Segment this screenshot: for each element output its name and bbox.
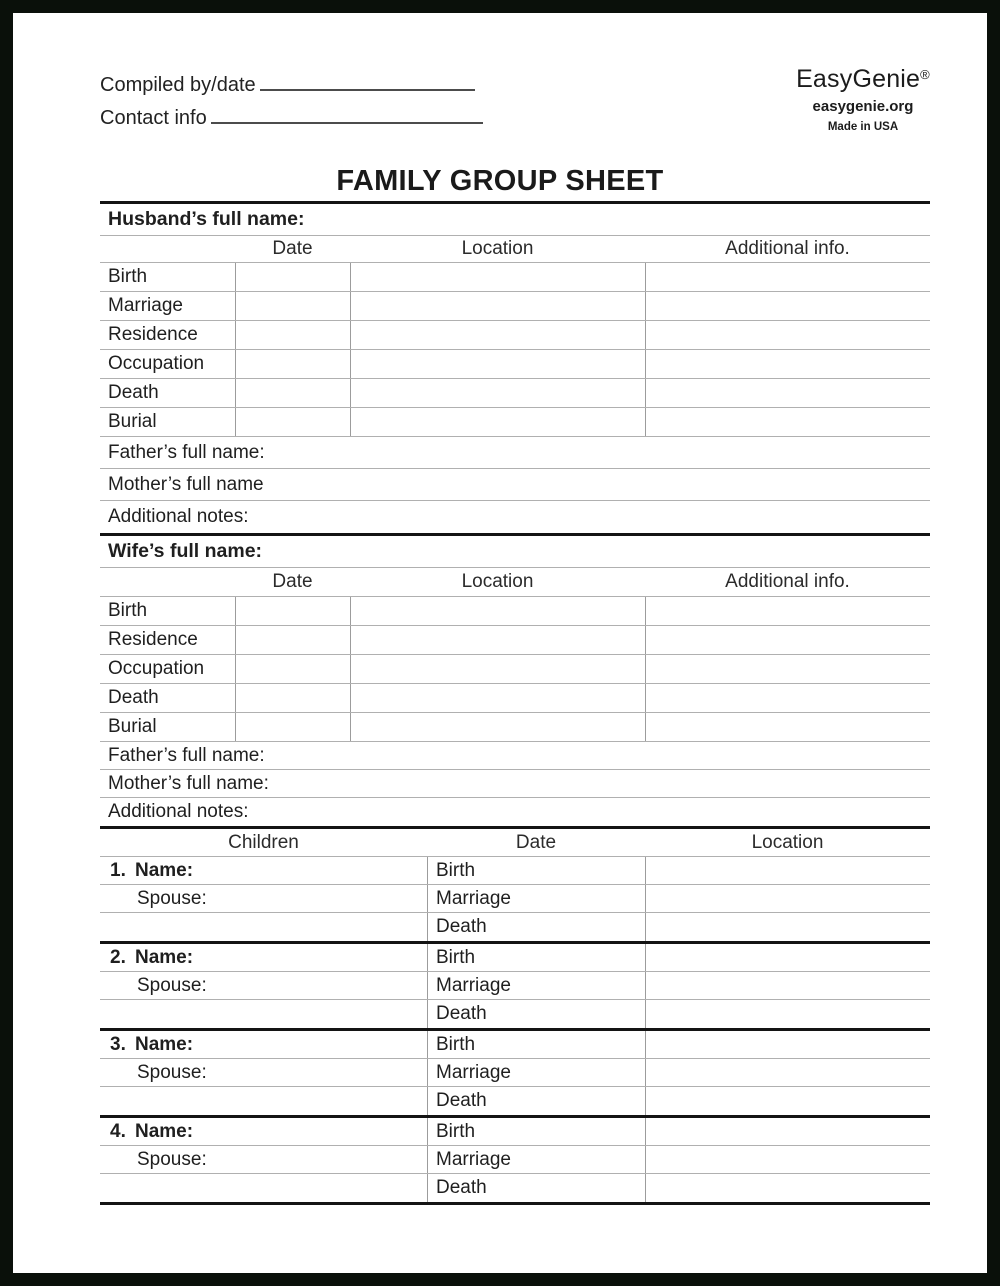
date-cell bbox=[235, 655, 350, 683]
child-3-death-row bbox=[100, 1087, 930, 1115]
location-cell bbox=[645, 972, 930, 999]
brand-name bbox=[763, 65, 963, 94]
row-label: Burial bbox=[108, 411, 157, 432]
additional-info-cell bbox=[645, 292, 930, 320]
additional-notes-label: Additional notes: bbox=[108, 801, 249, 822]
children-column-header-row bbox=[100, 829, 930, 857]
child-1-name-row bbox=[100, 857, 930, 885]
location-cell bbox=[350, 350, 645, 378]
child-2-spouse-row bbox=[100, 972, 930, 1000]
child-name-cell bbox=[100, 857, 427, 884]
location-cell bbox=[350, 597, 645, 625]
row-label: Residence bbox=[108, 324, 198, 345]
husband-column-header-row bbox=[100, 236, 930, 263]
child-2-death-row bbox=[100, 1000, 930, 1028]
location-cell bbox=[350, 684, 645, 712]
location-column-header: Location bbox=[461, 571, 534, 592]
date-column-header: Date bbox=[272, 238, 313, 259]
wife-death-row bbox=[100, 684, 930, 713]
row-label: Death bbox=[108, 382, 159, 403]
husband-death-row bbox=[100, 379, 930, 408]
husband-name-label: Husband’s full name: bbox=[108, 208, 305, 230]
death-label: Death bbox=[427, 1087, 645, 1115]
row-label: Occupation bbox=[108, 658, 205, 679]
marriage-label: Marriage bbox=[427, 972, 645, 999]
marriage-label: Marriage bbox=[427, 885, 645, 912]
empty-cell bbox=[100, 1174, 427, 1202]
wife-residence-row bbox=[100, 626, 930, 655]
location-cell bbox=[350, 713, 645, 741]
page-title: FAMILY GROUP SHEET bbox=[336, 165, 664, 197]
wife-occupation-row bbox=[100, 655, 930, 684]
location-cell bbox=[645, 913, 930, 941]
additional-info-cell bbox=[645, 321, 930, 349]
location-cell bbox=[645, 1118, 930, 1145]
child-4-spouse-row bbox=[100, 1146, 930, 1174]
additional-info-cell bbox=[645, 655, 930, 683]
row-label: Death bbox=[108, 687, 159, 708]
registered-mark: ® bbox=[920, 67, 930, 82]
child-2-name-row bbox=[100, 944, 930, 972]
date-cell bbox=[235, 408, 350, 436]
husband-name-row bbox=[100, 204, 930, 236]
child-number: 2. bbox=[110, 946, 126, 968]
compiled-by-fill-line bbox=[260, 69, 475, 91]
row-label: Residence bbox=[108, 629, 198, 650]
husband-notes-row bbox=[100, 501, 930, 533]
date-cell bbox=[235, 321, 350, 349]
child-name-cell bbox=[100, 944, 427, 971]
compiled-contact-block bbox=[100, 69, 510, 135]
child-number: 4. bbox=[110, 1120, 126, 1142]
location-cell bbox=[350, 626, 645, 654]
brand-website: easygenie.org bbox=[812, 98, 914, 115]
additional-info-cell bbox=[645, 350, 930, 378]
brand-name-text: EasyGenie bbox=[796, 65, 921, 93]
sheet-bottom-border bbox=[100, 1202, 930, 1205]
additional-info-column-header: Additional info. bbox=[725, 571, 850, 592]
death-label: Death bbox=[427, 1174, 645, 1202]
child-name-label: Name: bbox=[135, 859, 194, 881]
location-cell bbox=[645, 857, 930, 884]
birth-label: Birth bbox=[427, 1118, 645, 1145]
children-column-header: Children bbox=[228, 831, 299, 853]
date-cell bbox=[235, 626, 350, 654]
wife-name-row bbox=[100, 536, 930, 568]
location-cell bbox=[645, 1059, 930, 1086]
location-column-header: Location bbox=[751, 831, 824, 853]
location-cell bbox=[350, 292, 645, 320]
date-column-header: Date bbox=[272, 571, 313, 592]
child-3-name-row bbox=[100, 1031, 930, 1059]
child-name-cell bbox=[100, 1031, 427, 1058]
form-page bbox=[13, 13, 987, 1273]
location-cell bbox=[645, 885, 930, 912]
location-cell bbox=[350, 408, 645, 436]
death-label: Death bbox=[427, 913, 645, 941]
child-4-death-row bbox=[100, 1174, 930, 1202]
compiled-by-label: Compiled by/date bbox=[100, 74, 256, 96]
empty-cell bbox=[100, 1087, 427, 1115]
spouse-label: Spouse: bbox=[137, 1061, 207, 1083]
location-cell bbox=[350, 379, 645, 407]
child-name-label: Name: bbox=[135, 1120, 194, 1142]
wife-burial-row bbox=[100, 713, 930, 742]
additional-info-cell bbox=[645, 263, 930, 291]
location-cell bbox=[645, 1000, 930, 1028]
additional-info-cell bbox=[645, 713, 930, 741]
row-label: Birth bbox=[108, 266, 148, 287]
family-group-sheet bbox=[100, 201, 930, 1205]
additional-info-column-header: Additional info. bbox=[725, 238, 850, 259]
location-cell bbox=[645, 944, 930, 971]
child-1-spouse-row bbox=[100, 885, 930, 913]
additional-info-cell bbox=[645, 597, 930, 625]
additional-info-cell bbox=[645, 684, 930, 712]
child-name-label: Name: bbox=[135, 946, 194, 968]
wife-column-header-row bbox=[100, 568, 930, 597]
additional-info-cell bbox=[645, 626, 930, 654]
wife-notes-row bbox=[100, 798, 930, 826]
husband-residence-row bbox=[100, 321, 930, 350]
row-label: Birth bbox=[108, 600, 148, 621]
location-cell bbox=[645, 1087, 930, 1115]
brand-block bbox=[763, 65, 963, 133]
location-cell bbox=[350, 263, 645, 291]
empty-cell bbox=[100, 913, 427, 941]
empty-header-cell bbox=[100, 568, 235, 596]
child-4-name-row bbox=[100, 1118, 930, 1146]
wife-name-label: Wife’s full name: bbox=[108, 540, 263, 562]
child-name-label: Name: bbox=[135, 1033, 194, 1055]
date-cell bbox=[235, 350, 350, 378]
date-cell bbox=[235, 597, 350, 625]
location-column-header: Location bbox=[461, 238, 534, 259]
additional-info-cell bbox=[645, 379, 930, 407]
marriage-label: Marriage bbox=[427, 1059, 645, 1086]
child-1-death-row bbox=[100, 913, 930, 941]
contact-info-fill-line bbox=[211, 102, 483, 124]
mother-name-label: Mother’s full name: bbox=[108, 772, 269, 794]
row-label: Marriage bbox=[108, 295, 183, 316]
additional-info-cell bbox=[645, 408, 930, 436]
location-cell bbox=[645, 1174, 930, 1202]
location-cell bbox=[645, 1031, 930, 1058]
made-in-usa-label: Made in USA bbox=[827, 121, 899, 133]
birth-label: Birth bbox=[427, 857, 645, 884]
location-cell bbox=[645, 1146, 930, 1173]
father-name-label: Father’s full name: bbox=[108, 441, 265, 463]
spouse-label: Spouse: bbox=[137, 887, 207, 909]
date-cell bbox=[235, 292, 350, 320]
row-label: Burial bbox=[108, 716, 157, 737]
date-cell bbox=[235, 684, 350, 712]
child-name-cell bbox=[100, 1118, 427, 1145]
husband-marriage-row bbox=[100, 292, 930, 321]
row-label: Occupation bbox=[108, 353, 205, 374]
husband-mother-row bbox=[100, 469, 930, 501]
location-cell bbox=[350, 321, 645, 349]
wife-father-row bbox=[100, 742, 930, 770]
marriage-label: Marriage bbox=[427, 1146, 645, 1173]
date-cell bbox=[235, 713, 350, 741]
date-column-header: Date bbox=[515, 831, 557, 853]
compiled-by-row bbox=[100, 69, 510, 102]
husband-occupation-row bbox=[100, 350, 930, 379]
date-cell bbox=[235, 379, 350, 407]
birth-label: Birth bbox=[427, 944, 645, 971]
spouse-label: Spouse: bbox=[137, 974, 207, 996]
date-cell bbox=[235, 263, 350, 291]
mother-name-label: Mother’s full name bbox=[108, 473, 264, 495]
husband-burial-row bbox=[100, 408, 930, 437]
wife-birth-row bbox=[100, 597, 930, 626]
contact-info-row bbox=[100, 102, 510, 135]
birth-label: Birth bbox=[427, 1031, 645, 1058]
death-label: Death bbox=[427, 1000, 645, 1028]
husband-father-row bbox=[100, 437, 930, 469]
child-number: 1. bbox=[110, 859, 126, 881]
additional-notes-label: Additional notes: bbox=[108, 506, 249, 527]
empty-header-cell bbox=[100, 236, 235, 262]
wife-mother-row bbox=[100, 770, 930, 798]
father-name-label: Father’s full name: bbox=[108, 744, 265, 766]
contact-info-label: Contact info bbox=[100, 107, 207, 129]
child-3-spouse-row bbox=[100, 1059, 930, 1087]
child-number: 3. bbox=[110, 1033, 126, 1055]
husband-birth-row bbox=[100, 263, 930, 292]
spouse-label: Spouse: bbox=[137, 1148, 207, 1170]
empty-cell bbox=[100, 1000, 427, 1028]
location-cell bbox=[350, 655, 645, 683]
